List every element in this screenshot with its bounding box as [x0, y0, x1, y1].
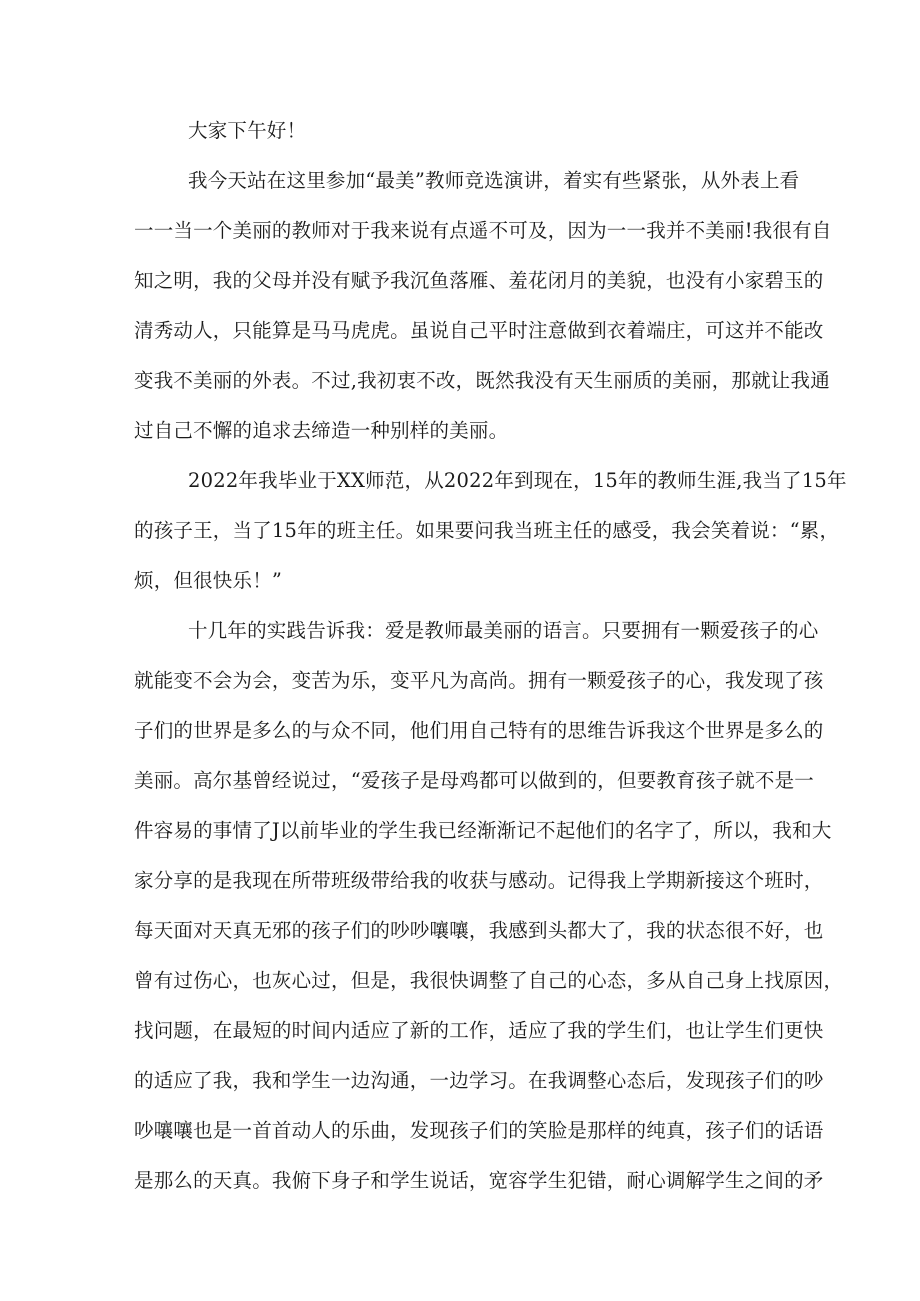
paragraph-3-line-3: 子们的世界是多么的与众不同，他们用自己特有的思维告诉我这个世界是多么的: [134, 719, 824, 742]
paragraph-3-line-5: 件容易的事情了J以前毕业的学生我已经渐渐记不起他们的名字了，所以，我和大: [134, 819, 832, 842]
paragraph-3-line-7: 每天面对天真无邪的孩子们的吵吵嚷嚷，我感到头都大了，我的状态很不好，也: [134, 919, 824, 942]
paragraph-1-line-6: 过自己不懈的追求去缔造一种别样的美丽。: [134, 419, 509, 442]
paragraph-3-line-4: 美丽。高尔基曾经说过，“爱孩子是母鸡都可以做到的，但要教育孩子就不是一: [134, 769, 814, 792]
paragraph-1-line-4: 清秀动人，只能算是马马虎虎。虽说自己平时注意做到衣着端庄，可这并不能改: [134, 319, 824, 342]
paragraph-1-line-5: 变我不美丽的外表。不过,我初衷不改，既然我没有天生丽质的美丽，那就让我通: [134, 369, 830, 392]
paragraph-3-line-10: 的适应了我，我和学生一边沟通，一边学习。在我调整心态后，发现孩子们的吵: [134, 1069, 824, 1092]
paragraph-3-line-8: 曾有过伤心，也灰心过，但是，我很快调整了自己的心态，多从自己身上找原因，: [134, 969, 844, 992]
paragraph-2-line-2: 的孩子王，当了15年的班主任。如果要问我当班主任的感受，我会笑着说：“累，: [134, 519, 840, 542]
paragraph-2-line-1: 2022年我毕业于XX师范，从2022年到现在，15年的教师生涯,我当了15年: [188, 469, 847, 492]
paragraph-1-line-1: 我今天站在这里参加“最美”教师竞选演讲，着实有些紧张，从外表上看: [188, 169, 800, 192]
paragraph-3-line-11: 吵嚷嚷也是一首首动人的乐曲，发现孩子们的笑脸是那样的纯真，孩子们的话语: [134, 1119, 824, 1142]
paragraph-1-line-3: 知之明，我的父母并没有赋予我沉鱼落雁、羞花闭月的美貌，也没有小家碧玉的: [134, 269, 824, 292]
paragraph-1-line-2: 一一当一个美丽的教师对于我来说有点遥不可及，因为一一我并不美丽!我很有自: [134, 219, 832, 242]
paragraph-3-line-2: 就能变不会为会，变苦为乐，变平凡为高尚。拥有一颗爱孩子的心，我发现了孩: [134, 669, 824, 692]
paragraph-3-line-1: 十几年的实践告诉我：爱是教师最美丽的语言。只要拥有一颗爱孩子的心: [188, 619, 819, 642]
paragraph-3-line-12: 是那么的天真。我俯下身子和学生说话，宽容学生犯错，耐心调解学生之间的矛: [134, 1169, 824, 1192]
greeting-line: 大家下午好！: [188, 119, 307, 142]
paragraph-3-line-9: 找问题，在最短的时间内适应了新的工作，适应了我的学生们，也让学生们更快: [134, 1019, 824, 1042]
paragraph-2-line-3: 烦，但很快乐！”: [134, 569, 283, 592]
paragraph-3-line-6: 家分享的是我现在所带班级带给我的收获与感动。记得我上学期新接这个班时，: [134, 869, 824, 892]
